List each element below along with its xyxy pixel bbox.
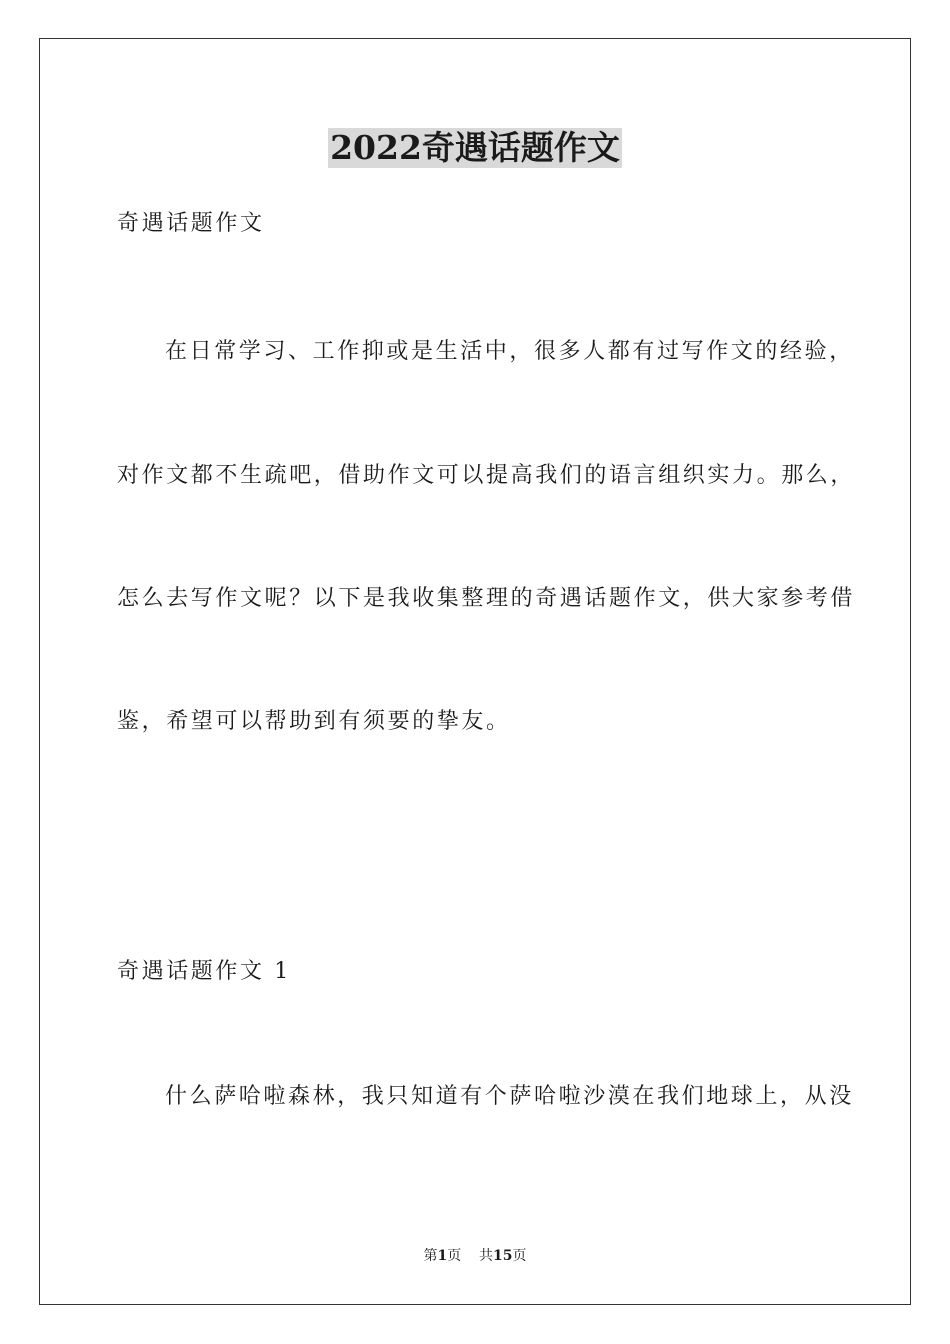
paragraph-line-1: 在日常学习、工作抑或是生活中，很多人都有过写作文的经验， (165, 339, 854, 364)
paragraph-line-4: 鉴，希望可以帮助到有须要的挚友。 (117, 709, 511, 734)
section-paragraph-line-1: 什么萨哈啦森林，我只知道有个萨哈啦沙漠在我们地球上，从没 (165, 1084, 854, 1109)
footer-page-total: 15 (493, 1248, 513, 1264)
title-container (0, 128, 950, 168)
footer-mid: 页 共 (447, 1248, 494, 1264)
document-subtitle: 奇遇话题作文 (117, 211, 265, 236)
paragraph-line-2: 对作文都不生疏吧，借助作文可以提高我们的语言组织实力。那么， (117, 463, 856, 488)
document-title: 2022奇遇话题作文 (330, 128, 620, 167)
footer-prefix: 第 (423, 1248, 438, 1264)
section-heading: 奇遇话题作文 1 (117, 959, 291, 984)
footer-page-current: 1 (437, 1248, 448, 1264)
footer-suffix: 页 (512, 1248, 527, 1264)
paragraph-line-3: 怎么去写作文呢？以下是我收集整理的奇遇话题作文，供大家参考借 (117, 586, 856, 611)
page-footer (0, 1246, 950, 1266)
